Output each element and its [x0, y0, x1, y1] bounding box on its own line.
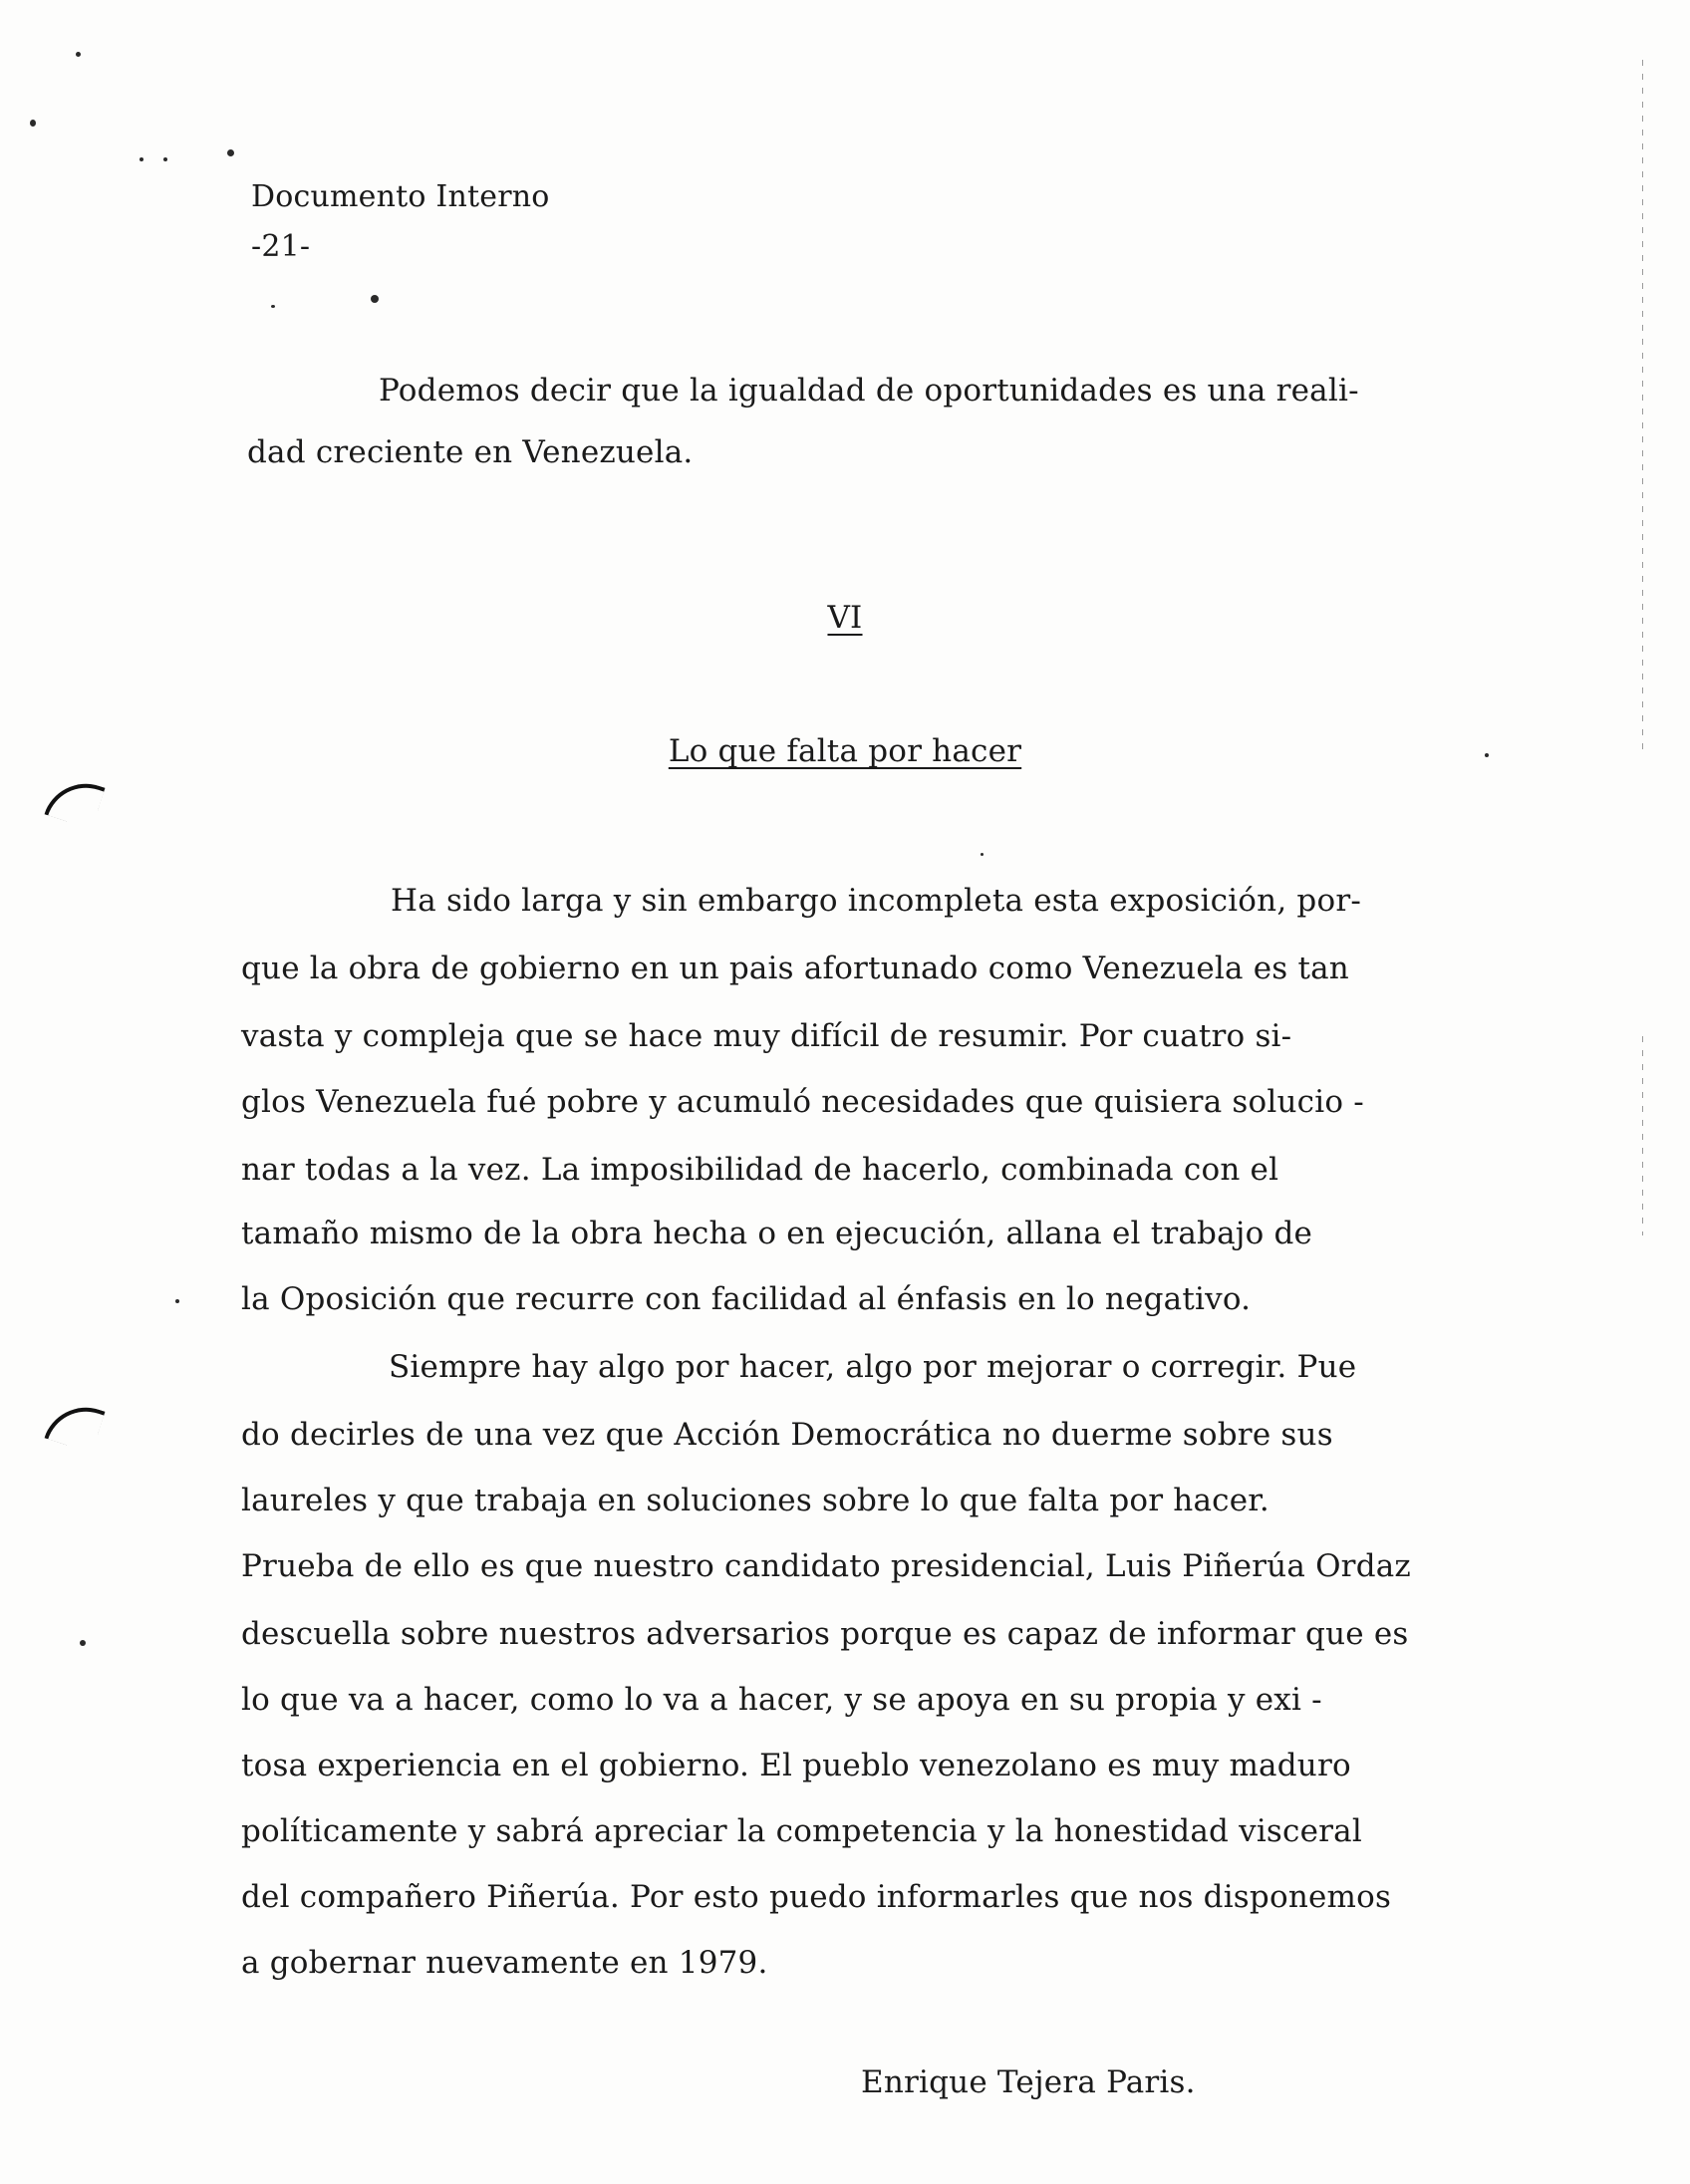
paragraph-line: vasta y compleja que se hace muy difícil de resumir. Por cuatro si-: [241, 1018, 1292, 1054]
opening-line: Podemos decir que la igualdad de oportunidades es una reali-: [379, 373, 1359, 409]
scan-edge-line: [1642, 1036, 1643, 1235]
scan-hole-arc: [44, 772, 105, 829]
paragraph-line: do decirles de una vez que Acción Democrática no duerme sobre sus: [241, 1417, 1333, 1453]
paragraph-line: lo que va a hacer, como lo va a hacer, y se apoya en su propia y exi -: [241, 1682, 1322, 1718]
paragraph-line: Prueba de ello es que nuestro candidato presidencial, Luis Piñerúa Ordaz: [241, 1548, 1411, 1584]
paragraph-line: tosa experiencia en el gobierno. El pueblo venezolano es muy maduro: [241, 1748, 1351, 1783]
scan-speck: [76, 52, 81, 57]
paragraph-line: la Oposición que recurre con facilidad al énfasis en lo negativo.: [241, 1281, 1252, 1317]
scan-speck: [271, 305, 275, 308]
scan-speck: [175, 1299, 179, 1303]
scan-speck: [30, 120, 36, 127]
paragraph-line: Ha sido larga y sin embargo incompleta esta exposición, por-: [391, 883, 1362, 919]
paragraph-line: glos Venezuela fué pobre y acumuló necesidades que quisiera solucio -: [241, 1084, 1364, 1120]
scan-speck: [163, 157, 167, 161]
paragraph-line: tamaño mismo de la obra hecha o en ejecución, allana el trabajo de: [241, 1216, 1313, 1251]
paragraph-line: del compañero Piñerúa. Por esto puedo informarles que nos disponemos: [241, 1879, 1392, 1915]
scan-speck: [80, 1640, 86, 1646]
scan-speck: [227, 149, 234, 156]
paragraph-line: políticamente y sabrá apreciar la competencia y la honestidad visceral: [241, 1813, 1362, 1849]
scan-speck: [981, 853, 984, 856]
paragraph-line: descuella sobre nuestros adversarios porque es capaz de informar que es: [241, 1616, 1409, 1652]
section-number: VI: [827, 600, 863, 636]
scan-speck: [140, 157, 143, 161]
paragraph-line: laureles y que trabaja en soluciones sobre lo que falta por hacer.: [241, 1483, 1269, 1518]
scan-hole-arc: [44, 1396, 105, 1453]
paragraph-line: que la obra de gobierno en un pais afortunado como Venezuela es tan: [241, 951, 1349, 986]
scan-edge-line: [1642, 60, 1643, 757]
page-number: -21-: [251, 229, 311, 264]
document-header-title: Documento Interno: [251, 179, 550, 214]
paragraph-line: a gobernar nuevamente en 1979.: [241, 1945, 768, 1981]
paragraph-line: Siempre hay algo por hacer, algo por mejorar o corregir. Pue: [389, 1349, 1357, 1385]
section-title: Lo que falta por hacer: [668, 733, 1022, 769]
signature: Enrique Tejera Paris.: [861, 2064, 1196, 2100]
paragraph-line: nar todas a la vez. La imposibilidad de hacerlo, combinada con el: [241, 1152, 1279, 1188]
scan-speck: [371, 295, 379, 303]
opening-line: dad creciente en Venezuela.: [247, 434, 694, 470]
